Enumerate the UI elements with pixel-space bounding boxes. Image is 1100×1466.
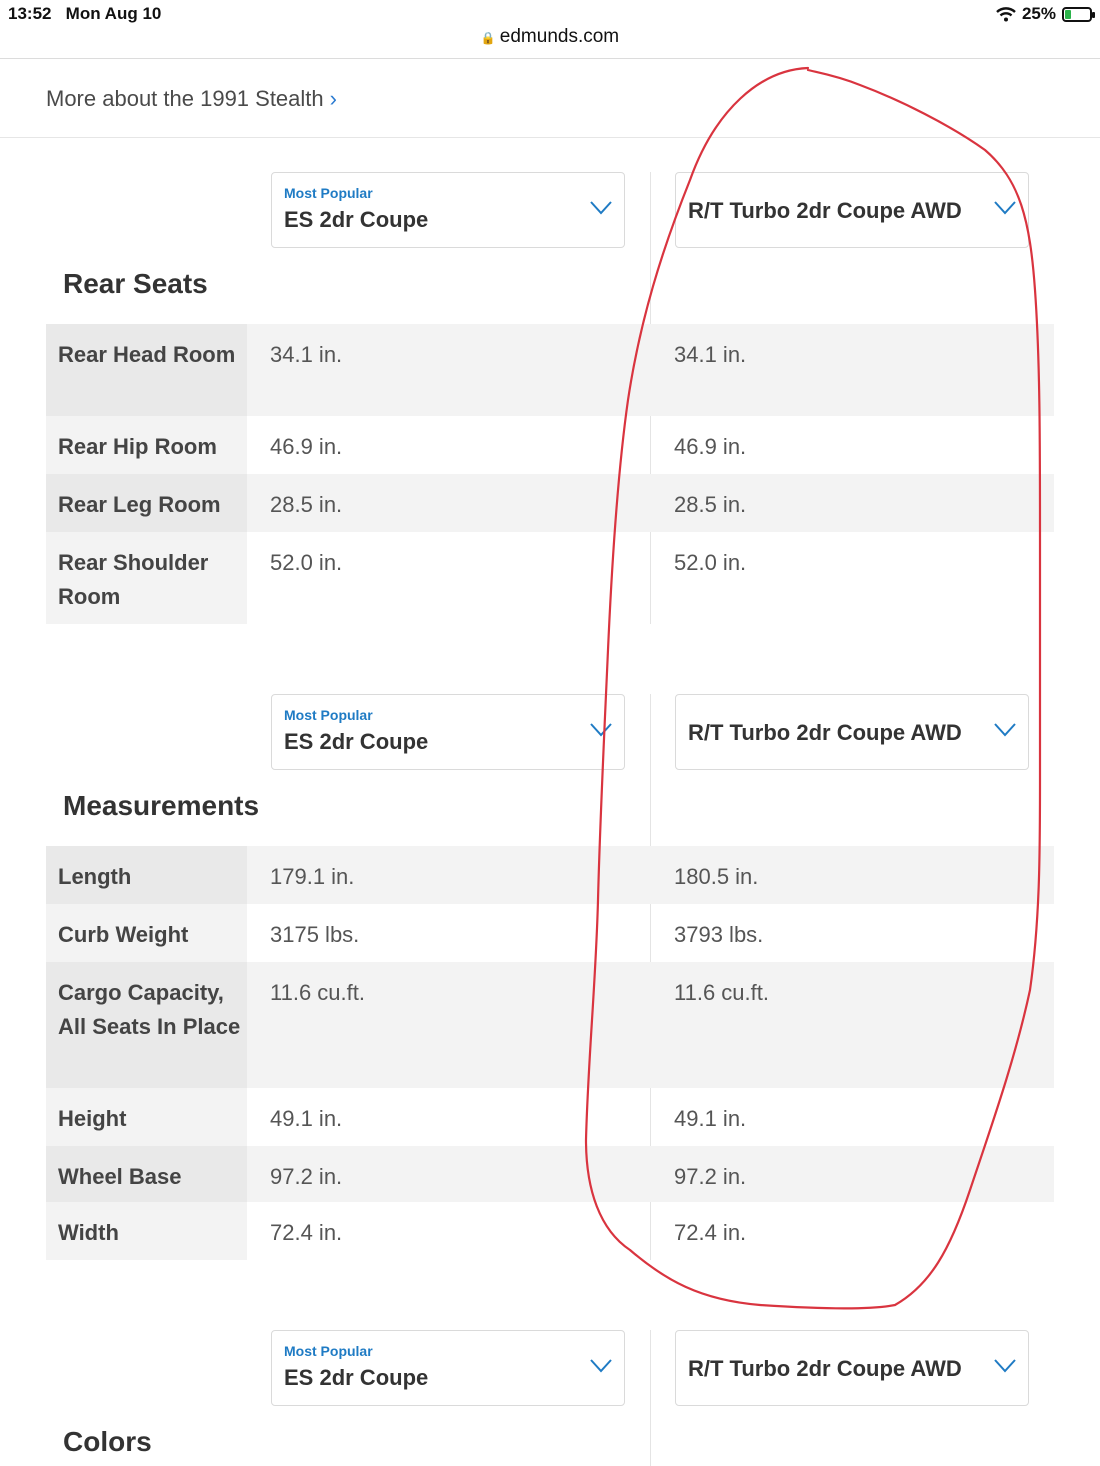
most-popular-badge: Most Popular bbox=[284, 185, 373, 201]
status-time: 13:52 Mon Aug 10 bbox=[8, 4, 162, 23]
trim-select-right[interactable] bbox=[675, 694, 1029, 770]
trim-select-right[interactable] bbox=[675, 1330, 1029, 1406]
row-value-left: 97.2 in. bbox=[270, 1164, 343, 1189]
row-label: Wheel Base bbox=[58, 1164, 182, 1189]
row-value-left: 72.4 in. bbox=[270, 1220, 343, 1245]
battery-percent: 25% bbox=[1021, 4, 1056, 23]
chevron-down-icon bbox=[590, 723, 612, 737]
row-value-left: 3175 lbs. bbox=[270, 922, 360, 947]
section-title-colors: Colors bbox=[63, 1426, 152, 1457]
row-value-right: 180.5 in. bbox=[674, 864, 759, 889]
row-value-left: 46.9 in. bbox=[270, 434, 343, 459]
table-row bbox=[46, 416, 1054, 474]
chevron-down-icon bbox=[994, 1359, 1016, 1373]
row-label: Rear Leg Room bbox=[58, 492, 221, 517]
row-label: Curb Weight bbox=[58, 922, 189, 947]
trim-select-right[interactable] bbox=[675, 172, 1029, 248]
row-value-left: 49.1 in. bbox=[270, 1106, 343, 1131]
table-row bbox=[46, 532, 1054, 624]
row-value-right: 72.4 in. bbox=[674, 1220, 747, 1245]
section-title-measurements: Measurements bbox=[63, 790, 260, 821]
table-row bbox=[46, 324, 1054, 416]
row-label: Length bbox=[58, 864, 132, 889]
trim-select-value: ES 2dr Coupe bbox=[284, 729, 429, 754]
row-value-right: 97.2 in. bbox=[674, 1164, 747, 1189]
row-label: Cargo Capacity, All Seats In Place bbox=[58, 980, 241, 1039]
trim-select-left[interactable] bbox=[271, 694, 625, 770]
table-row bbox=[46, 1088, 1054, 1146]
most-popular-badge: Most Popular bbox=[284, 1343, 373, 1359]
row-value-right: 34.1 in. bbox=[674, 342, 747, 367]
divider bbox=[0, 137, 1100, 138]
table-row bbox=[46, 1146, 1054, 1202]
trim-select-value: R/T Turbo 2dr Coupe AWD bbox=[688, 1356, 962, 1381]
section-title-rear-seats: Rear Seats bbox=[63, 268, 208, 299]
row-value-left: 179.1 in. bbox=[270, 864, 355, 889]
row-value-right: 28.5 in. bbox=[674, 492, 747, 517]
row-label: Rear Hip Room bbox=[58, 434, 217, 459]
row-value-right: 52.0 in. bbox=[674, 550, 747, 575]
more-about-link[interactable] bbox=[46, 86, 337, 112]
trim-select-value: ES 2dr Coupe bbox=[284, 1365, 429, 1390]
row-value-left: 28.5 in. bbox=[270, 492, 343, 517]
wifi-icon bbox=[996, 6, 1016, 22]
row-value-left: 11.6 cu.ft. bbox=[270, 980, 365, 1005]
chevron-down-icon bbox=[590, 201, 612, 215]
chevron-down-icon bbox=[590, 1359, 612, 1373]
table-row bbox=[46, 962, 1054, 1088]
row-value-left: 52.0 in. bbox=[270, 550, 343, 575]
column-divider bbox=[650, 1330, 651, 1466]
battery-icon bbox=[1062, 7, 1092, 22]
table-row bbox=[46, 846, 1054, 904]
row-value-right: 49.1 in. bbox=[674, 1106, 747, 1131]
status-bar bbox=[0, 0, 1100, 59]
row-value-left: 34.1 in. bbox=[270, 342, 343, 367]
most-popular-badge: Most Popular bbox=[284, 707, 373, 723]
table-row bbox=[46, 904, 1054, 962]
trim-select-left[interactable] bbox=[271, 172, 625, 248]
chevron-down-icon bbox=[994, 723, 1016, 737]
trim-select-left[interactable] bbox=[271, 1330, 625, 1406]
row-label: Rear Shoulder Room bbox=[58, 550, 209, 609]
trim-select-value: R/T Turbo 2dr Coupe AWD bbox=[688, 198, 962, 223]
status-indicators bbox=[996, 4, 1092, 24]
row-label: Width bbox=[58, 1220, 119, 1245]
trim-select-value: ES 2dr Coupe bbox=[284, 207, 429, 232]
row-label: Rear Head Room bbox=[58, 342, 236, 367]
chevron-right-icon: › bbox=[329, 86, 337, 111]
row-value-right: 3793 lbs. bbox=[674, 922, 764, 947]
address-bar[interactable] bbox=[0, 26, 1100, 48]
table-row bbox=[46, 1202, 1054, 1260]
lock-icon: 🔒 bbox=[480, 31, 496, 45]
table-row bbox=[46, 474, 1054, 532]
more-about-text: More about the 1991 Stealth bbox=[46, 86, 324, 111]
row-label: Height bbox=[58, 1106, 127, 1131]
trim-select-value: R/T Turbo 2dr Coupe AWD bbox=[688, 720, 962, 745]
url-text: edmunds.com bbox=[499, 26, 620, 47]
row-value-right: 11.6 cu.ft. bbox=[674, 980, 769, 1005]
row-value-right: 46.9 in. bbox=[674, 434, 747, 459]
chevron-down-icon bbox=[994, 201, 1016, 215]
